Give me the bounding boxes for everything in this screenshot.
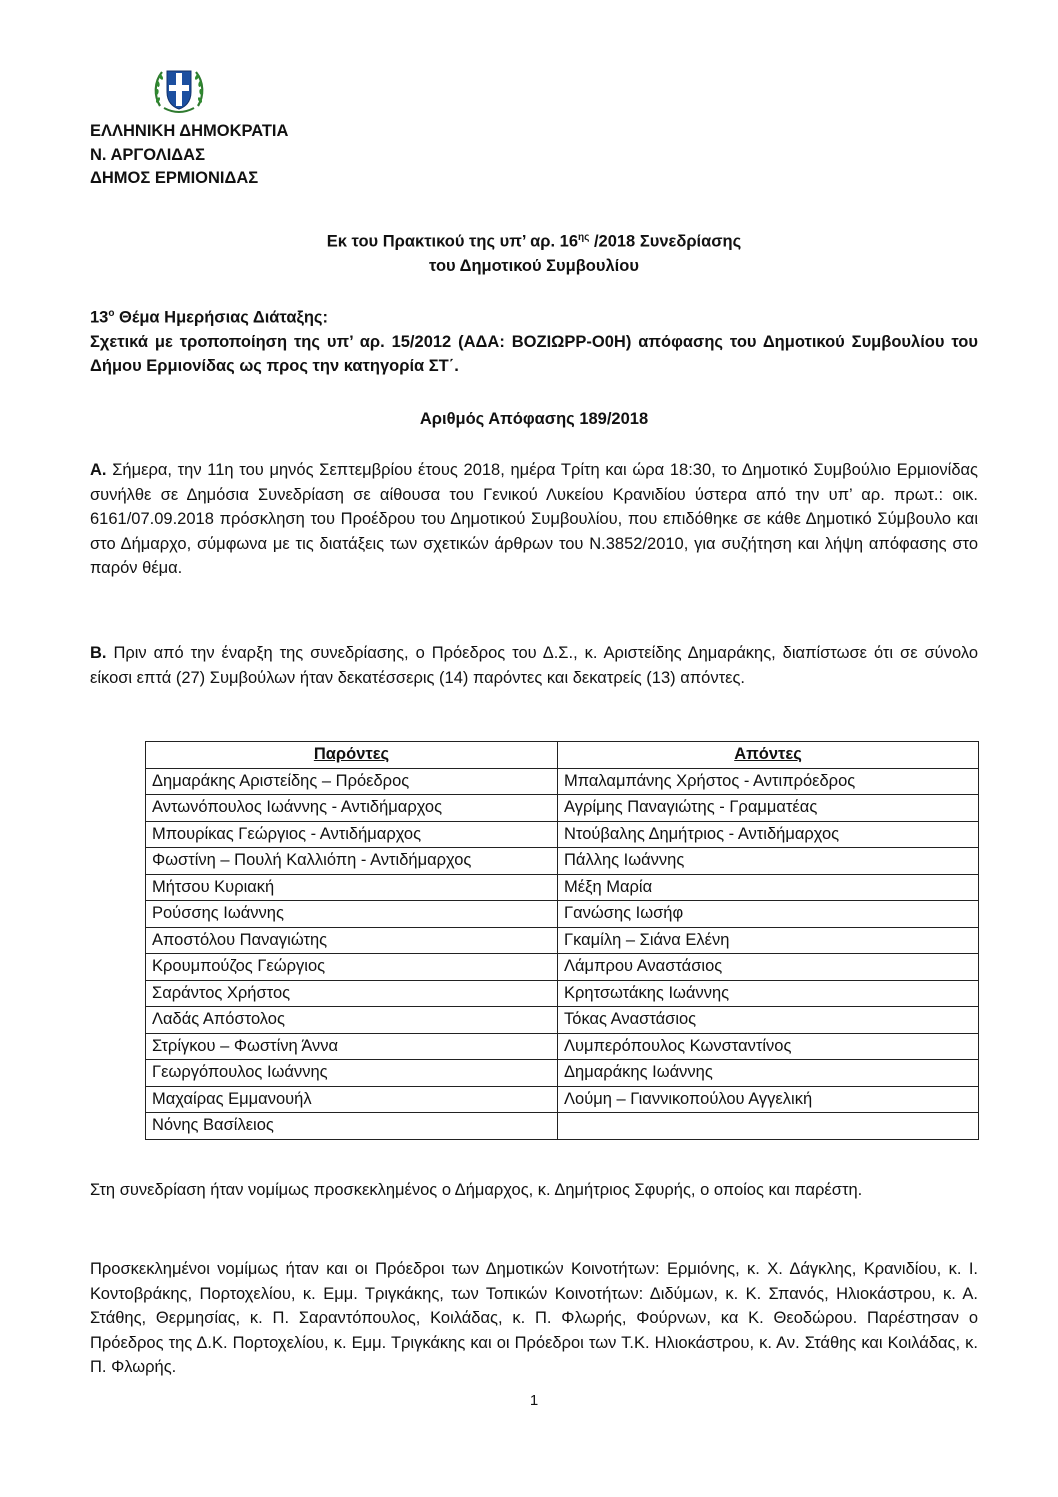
present-cell: Μήτσου Κυριακή <box>146 874 558 901</box>
table-row <box>146 795 979 822</box>
present-cell: Κρουμπούζος Γεώργιος <box>146 954 558 981</box>
paragraph-community-presidents: Προσκεκλημένοι νομίμως ήταν και οι Πρόεδροι των Δημοτικών Κοινοτήτων: Ερμιόνης, κ. Χ. Δάγκλης, Κρανιδίου, κ. Ι. Κοντοβράκης, Πορτοχελίου, κ. Εμμ. Τριγκάκης, των Τοπικών Κοινοτήτων: Διδύμων, κ. Κ. Σπανός, Ηλιοκάστρου, κ. Α. Στάθης, Θερμησίας, κ. Π. Σαραντόπουλος, Κοιλάδας, κ. Π. Φλωρής, Φούρνων, κα Κ. Θεοδώρου. Παρέστησαν ο Πρόεδρος της Δ.Κ. Πορτοχελίου, κ. Εμμ. Τριγκάκης και οι Πρόεδροι των Τ.Κ. Ηλιοκάστρου, κ. Αν. Στάθης και Κοιλάδας, κ. Π. Φλωρής. <box>90 1260 978 1376</box>
absent-cell <box>558 1113 979 1140</box>
table-row <box>146 980 979 1007</box>
topic-heading: $13^o$ Θέμα Ημερήσιας Διάταξης: <box>90 308 328 327</box>
present-cell: Αποστόλου Παναγιώτης <box>146 927 558 954</box>
issuer-prefecture: Ν. ΑΡΓΟΛΙΔΑΣ <box>90 145 205 164</box>
present-cell: Δημαράκης Αριστείδης – Πρόεδρος <box>146 768 558 795</box>
absent-cell: Πάλλης Ιωάννης <box>558 848 979 875</box>
table-row <box>146 1033 979 1060</box>
excerpt-line-1: Εκ του Πρακτικού της υπ’ αρ. $16^{\eta\varsigma}$ /2018 Συνεδρίασης <box>326 232 742 251</box>
excerpt-line-2: του Δημοτικού Συμβουλίου <box>429 256 639 275</box>
present-cell: Σαράντος Χρήστος <box>146 980 558 1007</box>
topic-subject: Σχετικά με τροποποίηση της υπ’ αρ. 15/2012 (ΑΔΑ: ΒΟΖΙΩΡΡ-Ο0Η) απόφασης του Δημοτικού Συμβουλίου του Δήμου Ερμιονίδας ως προς την κατηγορία ΣΤ΄. <box>90 332 978 375</box>
absent-cell: Γανώσης Ιωσήφ <box>558 901 979 928</box>
present-cell: Νόνης Βασίλειος <box>146 1113 558 1140</box>
present-cell: Μπουρίκας Γεώργιος - Αντιδήμαρχος <box>146 821 558 848</box>
paragraph-mayor: Στη συνεδρίαση ήταν νομίμως προσκεκλημένος ο Δήμαρχος, κ. Δημήτριος Σφυρής, ο οποίος και παρέστη. <box>90 1181 863 1199</box>
header-absent: Απόντες <box>558 742 979 769</box>
table-row <box>146 1113 979 1140</box>
present-cell: Φωστίνη – Πουλή Καλλιόπη - Αντιδήμαρχος <box>146 848 558 875</box>
agenda-topic <box>90 302 978 378</box>
present-cell: Αντωνόπουλος Ιωάννης - Αντιδήμαρχος <box>146 795 558 822</box>
paragraph-a: Α. Σήμερα, την 11η του μηνός Σεπτεμβρίου έτους 2018, ημέρα Τρίτη και ώρα 18:30, το Δημοτικό Συμβούλιο Ερμιονίδας συνήλθε σε Δημόσια Συνεδρίαση σε αίθουσα του Γενικού Λυκείου Κρανιδίου ύστερα από την υπ’ αρ. πρωτ.: οικ. 6161/07.09.2018 πρόσκληση του Προέδρου του Δημοτικού Συμβουλίου, που επιδόθηκε σε κάθε Δημοτικό Σύμβουλο και στο Δήμαρχο, σύμφωνα με τις διατάξεις των σχετικών άρθρων του Ν.3852/2010, για συζήτηση και λήψη απόφασης στο παρόν θέμα. <box>90 461 978 577</box>
table-row <box>146 1086 979 1113</box>
attendance-table <box>145 741 979 1140</box>
present-cell: Λαδάς Απόστολος <box>146 1007 558 1034</box>
table-row <box>146 874 979 901</box>
table-row <box>146 1060 979 1087</box>
absent-cell: Αγρίμης Παναγιώτης - Γραμματέας <box>558 795 979 822</box>
greek-coat-of-arms-icon <box>150 62 208 120</box>
absent-cell: Μπαλαμπάνης Χρήστος - Αντιπρόεδρος <box>558 768 979 795</box>
issuer-country: ΕΛΛΗΝΙΚΗ ΔΗΜΟΚΡΑΤΙΑ <box>90 122 289 140</box>
table-row <box>146 954 979 981</box>
header-present: Παρόντες <box>146 742 558 769</box>
table-header-row <box>146 742 979 769</box>
absent-cell: Τόκας Αναστάσιος <box>558 1007 979 1034</box>
page-number: 1 <box>529 1392 539 1409</box>
table-row <box>146 1007 979 1034</box>
table-row <box>146 768 979 795</box>
absent-cell: Λάμπρου Αναστάσιος <box>558 954 979 981</box>
paragraph-b: Β. Πριν από την έναρξη της συνεδρίασης, ο Πρόεδρος του Δ.Σ., κ. Αριστείδης Δημαράκης, διαπίστωσε ότι σε σύνολο είκοσι επτά (27) Συμβούλων ήταν δεκατέσσερις (14) παρόντες και δεκατρείς (13) απόντες. <box>90 644 978 687</box>
present-cell: Ρούσσης Ιωάννης <box>146 901 558 928</box>
table-row <box>146 901 979 928</box>
absent-cell: Ντούβαλης Δημήτριος - Αντιδήμαρχος <box>558 821 979 848</box>
present-cell: Μαχαίρας Εμμανουήλ <box>146 1086 558 1113</box>
decision-number: Αριθμός Απόφασης 189/2018 <box>419 410 649 428</box>
absent-cell: Δημαράκης Ιωάννης <box>558 1060 979 1087</box>
table-row <box>146 927 979 954</box>
absent-cell: Γκαμίλη – Σιάνα Ελένη <box>558 927 979 954</box>
absent-cell: Κρητσωτάκης Ιωάννης <box>558 980 979 1007</box>
minutes-excerpt-title <box>90 226 978 278</box>
table-row <box>146 848 979 875</box>
issuer-municipality: ΔΗΜΟΣ ΕΡΜΙΟΝΙΔΑΣ <box>90 169 259 187</box>
absent-cell: Μέξη Μαρία <box>558 874 979 901</box>
present-cell: Στρίγκου – Φωστίνη Άννα <box>146 1033 558 1060</box>
absent-cell: Λούμη – Γιαννικοπούλου Αγγελική <box>558 1086 979 1113</box>
absent-cell: Λυμπερόπουλος Κωνσταντίνος <box>558 1033 979 1060</box>
table-row <box>146 821 979 848</box>
present-cell: Γεωργόπουλος Ιωάννης <box>146 1060 558 1087</box>
issuer-block <box>90 120 288 191</box>
